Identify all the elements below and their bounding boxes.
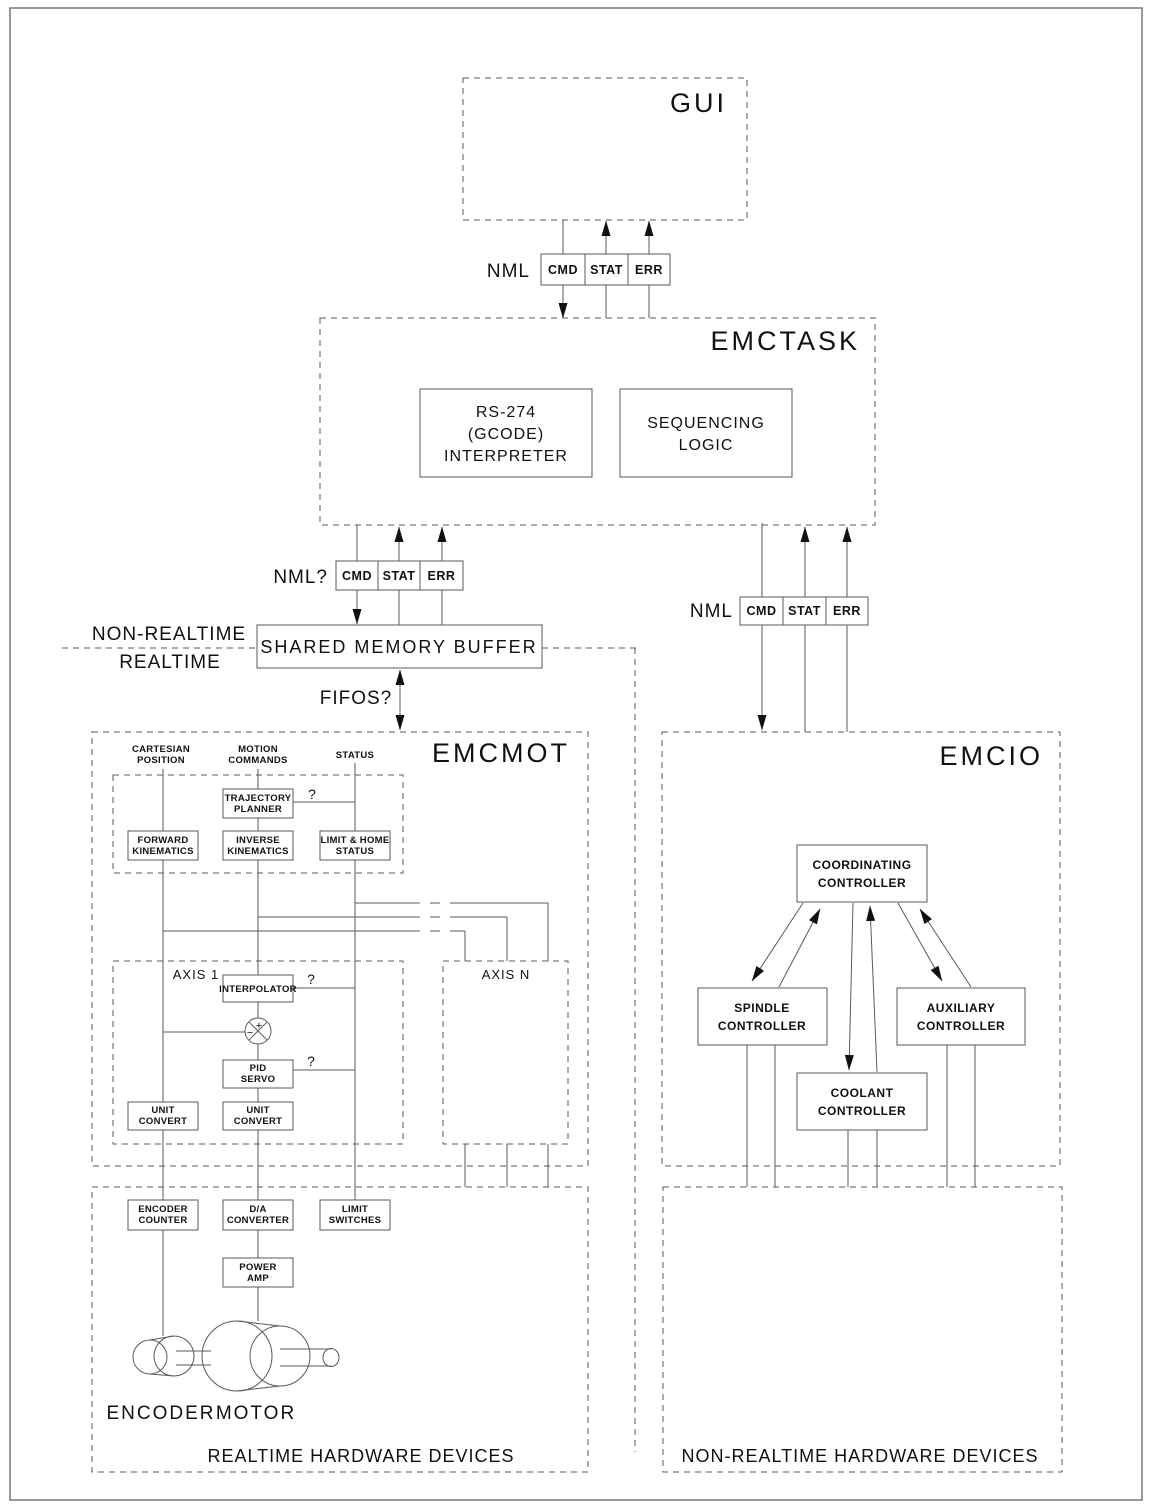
sequencing-line2: LOGIC bbox=[678, 437, 734, 454]
pid-question: ? bbox=[307, 1053, 315, 1069]
unit-convert-mid-line2: CONVERT bbox=[233, 1116, 283, 1127]
spindle-line1: SPINDLE bbox=[734, 1001, 790, 1015]
nml-emcmot-stat: STAT bbox=[382, 569, 416, 583]
nml-emcmot-err: ERR bbox=[427, 569, 456, 583]
auxiliary-line1: AUXILIARY bbox=[926, 1001, 996, 1015]
interpolator-label: INTERPOLATOR bbox=[219, 984, 297, 995]
nml-gui-label: NML bbox=[486, 261, 530, 282]
da-converter-line1: D/A bbox=[249, 1204, 267, 1215]
limit-switches-line1: LIMIT bbox=[341, 1204, 369, 1215]
rs274-line3: INTERPRETER bbox=[444, 448, 568, 465]
divider-realtime-label: REALTIME bbox=[119, 652, 221, 673]
encoder-counter-line2: COUNTER bbox=[138, 1215, 188, 1226]
status-col-label: STATUS bbox=[335, 750, 375, 761]
trajectory-line1: TRAJECTORY bbox=[224, 793, 292, 804]
trajectory-question: ? bbox=[308, 786, 316, 802]
unit-convert-left-line2: CONVERT bbox=[138, 1116, 188, 1127]
realtime-hardware-title: REALTIME HARDWARE DEVICES bbox=[207, 1446, 515, 1466]
unit-convert-left-line1: UNIT bbox=[151, 1105, 175, 1116]
auxiliary-controller-box bbox=[897, 988, 1025, 1045]
motion-col-line2: COMMANDS bbox=[228, 755, 288, 766]
axisn-label: AXIS N bbox=[481, 967, 531, 982]
inverse-kin-line1: INVERSE bbox=[236, 835, 280, 846]
encoder-label: ENCODER bbox=[106, 1403, 216, 1424]
spindle-line2: CONTROLLER bbox=[717, 1019, 807, 1033]
emcmot-title: EMCMOT bbox=[432, 738, 570, 768]
trajectory-line2: PLANNER bbox=[233, 804, 283, 815]
emcio-title: EMCIO bbox=[939, 741, 1043, 771]
cartesian-col-line2: POSITION bbox=[137, 755, 185, 766]
nml-emctask-emcio-lines bbox=[762, 523, 847, 732]
encoder-motor-drawing bbox=[133, 1321, 339, 1391]
divider-nonrealtime-label: NON-REALTIME bbox=[91, 624, 247, 645]
sequencing-logic-box bbox=[620, 389, 792, 477]
emctask-title: EMCTASK bbox=[710, 326, 860, 356]
nml-emcio-stat: STAT bbox=[788, 604, 821, 618]
gui-title: GUI bbox=[669, 88, 727, 118]
nml-gui-err: ERR bbox=[635, 263, 663, 277]
nml-emcio-label: NML bbox=[689, 601, 733, 622]
cartesian-col-line1: CARTESIAN bbox=[131, 744, 191, 755]
nml-emcio-cmd: CMD bbox=[746, 604, 777, 618]
power-amp-line2: AMP bbox=[246, 1273, 270, 1284]
da-converter-line2: CONVERTER bbox=[226, 1215, 290, 1226]
nml-emcio-err: ERR bbox=[833, 604, 861, 618]
nml-emcmot-cmd: CMD bbox=[342, 569, 372, 583]
nonrealtime-hardware-box bbox=[663, 1187, 1062, 1472]
power-amp-line1: POWER bbox=[239, 1262, 277, 1273]
coordinating-controller-box bbox=[797, 845, 927, 902]
realtime-divider-line bbox=[62, 648, 636, 1452]
encoder-counter-line1: ENCODER bbox=[138, 1204, 188, 1215]
coordinating-line1: COORDINATING bbox=[812, 858, 912, 872]
coolant-line1: COOLANT bbox=[830, 1086, 894, 1100]
forward-kin-line2: KINEMATICS bbox=[132, 846, 194, 857]
nml-gui-cmd: CMD bbox=[548, 263, 578, 277]
sum-plus: + bbox=[255, 1020, 263, 1032]
auxiliary-line2: CONTROLLER bbox=[916, 1019, 1006, 1033]
axisn-box bbox=[443, 961, 568, 1144]
shared-memory-label: SHARED MEMORY BUFFER bbox=[260, 637, 538, 657]
coolant-line2: CONTROLLER bbox=[817, 1104, 907, 1118]
coordinating-line2: CONTROLLER bbox=[817, 876, 907, 890]
limit-home-line1: LIMIT & HOME bbox=[320, 835, 390, 846]
fifos-label: FIFOS? bbox=[319, 688, 393, 709]
pid-line1: PID bbox=[249, 1063, 267, 1074]
inverse-kin-line2: KINEMATICS bbox=[227, 846, 289, 857]
nml-gui-stat: STAT bbox=[590, 263, 623, 277]
nml-emcmot-label: NML? bbox=[273, 567, 328, 588]
sequencing-line1: SEQUENCING bbox=[647, 415, 765, 432]
interpolator-question: ? bbox=[307, 971, 315, 987]
axis1-label: AXIS 1 bbox=[172, 967, 220, 982]
nonrealtime-hardware-title: NON-REALTIME HARDWARE DEVICES bbox=[681, 1446, 1039, 1466]
spindle-controller-box bbox=[698, 988, 827, 1045]
forward-kin-line1: FORWARD bbox=[137, 835, 189, 846]
unit-convert-mid-line1: UNIT bbox=[246, 1105, 270, 1116]
sum-minus: − bbox=[246, 1027, 254, 1039]
limit-switches-line2: SWITCHES bbox=[328, 1215, 382, 1226]
emcmot-box bbox=[92, 732, 588, 1166]
limit-home-line2: STATUS bbox=[335, 846, 375, 857]
pid-line2: SERVO bbox=[240, 1074, 276, 1085]
motor-label: MOTOR bbox=[215, 1403, 297, 1424]
motion-col-line1: MOTION bbox=[238, 744, 278, 755]
rs274-line1: RS-274 bbox=[475, 404, 537, 421]
coolant-controller-box bbox=[797, 1073, 927, 1130]
rs274-line2: (GCODE) bbox=[467, 426, 545, 443]
